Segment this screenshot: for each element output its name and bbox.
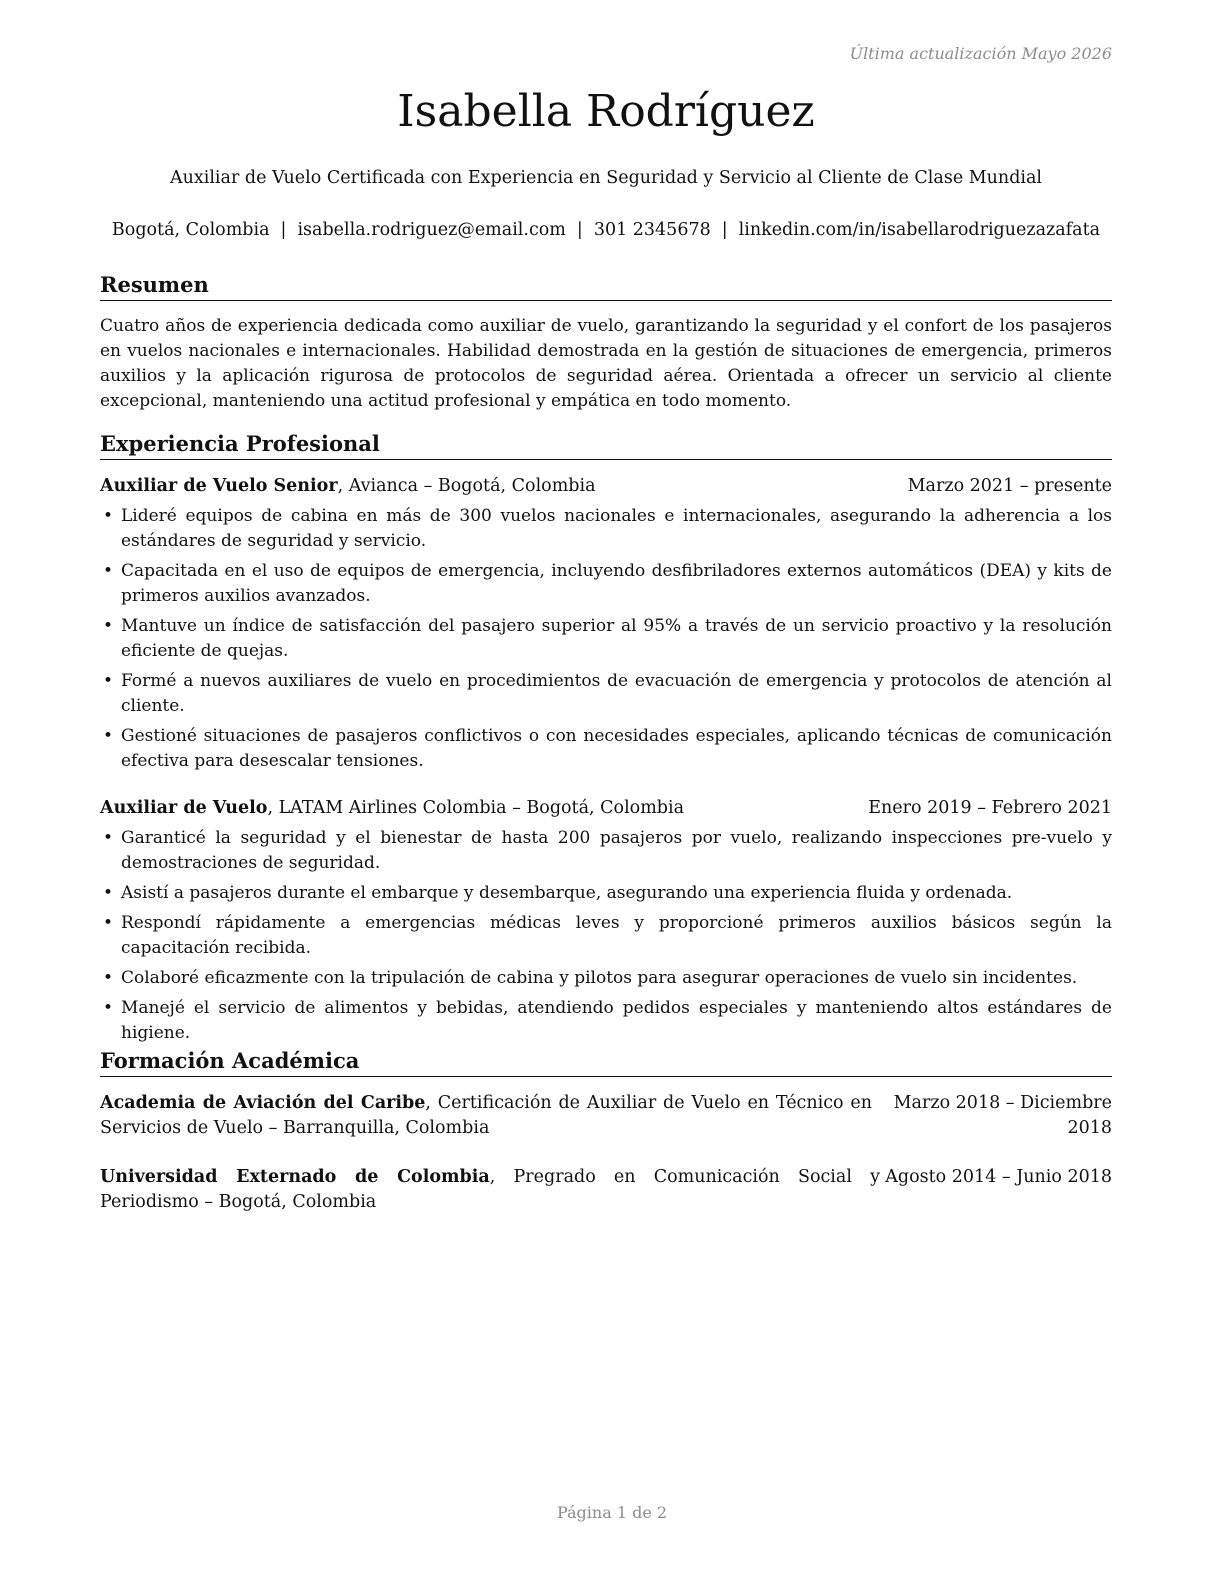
education-entry xyxy=(100,1165,1112,1215)
contact-linkedin[interactable]: linkedin.com/in/isabellarodriguezazafata xyxy=(738,220,1101,240)
job-role: Auxiliar de Vuelo xyxy=(100,798,268,818)
education-school: Academia de Aviación del Caribe xyxy=(100,1093,426,1113)
list-item: • Lideré equipos de cabina en más de 300 vuelos nacionales e internacionales, asegurando la adherencia a los estándares de seguridad y servicio. xyxy=(100,504,1112,554)
education-dates: Marzo 2018 – Diciembre 2018 xyxy=(893,1093,1112,1138)
contact-separator: | xyxy=(721,220,728,240)
job-dates: Enero 2019 – Febrero 2021 xyxy=(868,798,1112,818)
list-item: • Manejé el servicio de alimentos y bebidas, atendiendo pedidos especiales y manteniendo altos estándares de higiene. xyxy=(100,996,1112,1046)
education-school: Universidad Externado de Colombia xyxy=(100,1167,490,1187)
list-item: • Asistí a pasajeros durante el embarque y desembarque, asegurando una experiencia fluida y ordenada. xyxy=(100,881,1112,906)
education-detail: , Pregrado en Comunicación Social y Periodismo – Bogotá, Colombia xyxy=(100,1167,880,1212)
list-item: • Mantuve un índice de satisfacción del pasajero superior al 95% a través de un servicio proactivo y la resolución eficiente de quejas. xyxy=(100,614,1112,664)
job-header xyxy=(100,474,1112,499)
list-item: • Garanticé la seguridad y el bienestar de hasta 200 pasajeros por vuelo, realizando inspecciones pre-vuelo y demostraciones de seguridad. xyxy=(100,826,1112,876)
job-company: , LATAM Airlines Colombia – Bogotá, Colombia xyxy=(267,798,685,818)
education-info xyxy=(100,1091,872,1141)
job-dates: Marzo 2021 – presente xyxy=(907,476,1112,496)
list-item: • Colaboré eficazmente con la tripulación de cabina y pilotos para asegurar operaciones de vuelo sin incidentes. xyxy=(100,966,1112,991)
contact-email[interactable]: isabella.rodriguez@email.com xyxy=(297,220,566,240)
candidate-name: Isabella Rodríguez xyxy=(397,86,815,137)
job-company: , Avianca – Bogotá, Colombia xyxy=(337,476,596,496)
job-bullets xyxy=(100,504,1112,779)
contact-separator: | xyxy=(576,220,583,240)
job-title-line xyxy=(100,474,596,499)
list-item: • Gestioné situaciones de pasajeros conflictivos o con necesidades especiales, aplicando técnicas de comunicación efectiva para desescalar tensiones. xyxy=(100,724,1112,774)
contact-separator: | xyxy=(280,220,287,240)
job-role: Auxiliar de Vuelo Senior xyxy=(100,476,338,496)
contact-line xyxy=(100,220,1112,240)
summary-text: Cuatro años de experiencia dedicada como auxiliar de vuelo, garantizando la seguridad y el confort de los pasajeros en vuelos nacionales e internacionales. Habilidad demostrada en la gestión de situaciones de emergencia, primeros auxilios y la aplicación rigurosa de protocolos de seguridad aérea. Orientada a ofrecer un servicio al cliente excepcional, manteniendo una actitud profesional y empática en todo momento. xyxy=(100,316,1112,411)
education-info xyxy=(100,1165,880,1215)
job-header xyxy=(100,796,1112,821)
section-title-summary: Resumen xyxy=(100,272,1112,301)
education-detail: , Certificación de Auxiliar de Vuelo en Técnico en Servicios de Vuelo – Barranquilla, Colombia xyxy=(100,1093,872,1138)
job-title-line xyxy=(100,796,684,821)
section-title-experience: Experiencia Profesional xyxy=(100,431,1112,460)
page-number: Página 1 de 2 xyxy=(556,1503,668,1522)
job-bullets xyxy=(100,826,1112,1051)
contact-location: Bogotá, Colombia xyxy=(111,220,270,240)
contact-phone: 301 2345678 xyxy=(593,220,711,240)
education-dates: Agosto 2014 – Junio 2018 xyxy=(885,1167,1112,1187)
headline: Auxiliar de Vuelo Certificada con Experiencia en Seguridad y Servicio al Cliente de Clase Mundial xyxy=(169,168,1043,188)
section-title-education: Formación Académica xyxy=(100,1048,1112,1077)
list-item: • Capacitada en el uso de equipos de emergencia, incluyendo desfibriladores externos automáticos (DEA) y kits de primeros auxilios avanzados. xyxy=(100,559,1112,609)
education-entry xyxy=(100,1091,1112,1141)
list-item: • Formé a nuevos auxiliares de vuelo en procedimientos de evacuación de emergencia y protocolos de atención al cliente. xyxy=(100,669,1112,719)
last-updated: Última actualización Mayo 2026 xyxy=(849,44,1112,63)
list-item: • Respondí rápidamente a emergencias médicas leves y proporcioné primeros auxilios básicos según la capacitación recibida. xyxy=(100,911,1112,961)
